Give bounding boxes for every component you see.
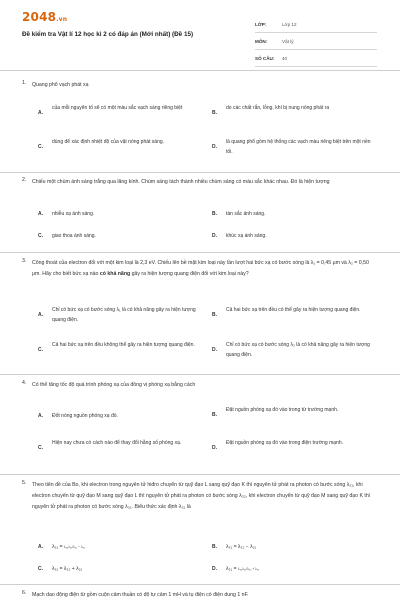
- option-text: Đặt nguồn phóng xạ đó vào trong từ trường mạnh.: [226, 407, 339, 413]
- formula-lhs: λ₃₁ =: [226, 566, 238, 572]
- meta-label: SỐ CÂU:: [255, 55, 275, 61]
- option-letter: D.: [212, 566, 217, 572]
- option-letter: B.: [212, 312, 217, 318]
- logo[interactable]: [22, 10, 67, 24]
- option-text: do các chất rắn, lỏng, khí bị nung nóng phát ra: [226, 105, 330, 111]
- option-letter: B.: [212, 110, 217, 116]
- option-text: λ₃₁ = λ₃₂ − λ₂₁: [226, 544, 257, 550]
- question-text: Theo tiên đề của Bo, khi electron trong nguyên tử hiđro chuyển từ quỹ đạo L sang quỹ đạo K thì nguyên tử phát ra photon có bước sóng λ₂₁, khi electron chuyển từ quỹ đạo M sang quỹ đạo L thì nguyên tử phát ra photon có bước sóng λ₃₂, khi electron chuyển từ quỹ đạo M sang quỹ đạo K thì nguyên tử phát ra photon có bước sóng λ₃₁. Biểu thức xác định λ₃₁ là: [32, 482, 371, 510]
- option-text: Chỉ có bức xạ có bước sóng λ₁ là có khả năng gây ra hiện tượng quang điện.: [52, 307, 196, 323]
- meta-row-class: [255, 16, 377, 33]
- question-3: [22, 258, 380, 368]
- option-letter: A.: [38, 413, 43, 419]
- question-number: 3.: [22, 258, 27, 264]
- option-text: [52, 542, 200, 552]
- question-number: 4.: [22, 380, 27, 386]
- option-text: Chỉ có bức xạ có bước sóng λ₂ là có khả năng gây ra hiện tượng quang điện.: [226, 342, 370, 358]
- option-text: tán sắc ánh sáng.: [226, 211, 266, 217]
- question-text-part: gây ra hiện tượng quang điện đối với kim loại này?: [130, 271, 249, 277]
- divider: [0, 172, 400, 173]
- option-text: giao thoa ánh sáng.: [52, 233, 96, 239]
- question-number: 1.: [22, 80, 27, 86]
- question-2: [22, 177, 380, 247]
- option-letter: D.: [212, 233, 217, 239]
- option-letter: C.: [38, 445, 43, 451]
- formula-fraction: λ₃₂λ₂₁/λ₃₂ + λ₂₁: [237, 567, 260, 571]
- question-text: Mạch dao động điện từ gồm cuộn cảm thuần có độ tự cảm 1 mH và tụ điện có điện dung 1 nF.: [32, 592, 249, 598]
- divider: [0, 374, 400, 375]
- option-letter: D.: [212, 445, 217, 451]
- option-letter: C.: [38, 566, 43, 572]
- meta-row-count: [255, 50, 377, 67]
- question-5: [22, 480, 380, 580]
- divider: [0, 252, 400, 253]
- option-text: Cả hai bức xạ trên đều có thể gây ra hiện tượng quang điện.: [226, 307, 361, 313]
- meta-table: [255, 16, 377, 67]
- option-text: dùng để xác định nhiệt độ của vật nóng phát sáng.: [52, 139, 165, 145]
- meta-value: Vật lý: [282, 38, 294, 44]
- option-letter: C.: [38, 144, 43, 150]
- page-title: Đề kiểm tra Vật lí 12 học kì 2 có đáp án (Mới nhất) (Đề 15): [22, 31, 194, 38]
- question-1: [22, 80, 380, 160]
- option-text: là quang phổ gồm hệ thống các vạch màu riêng biệt trên một nền tối.: [226, 139, 371, 155]
- option-letter: D.: [212, 347, 217, 353]
- option-text: Hiện nay chưa có cách nào để thay đổi hằng số phóng xạ.: [52, 440, 182, 446]
- header: [0, 0, 400, 66]
- question-text-part: Công thoát của electron đối với một kim loại là 2,3 eV. Chiếu lên bề mặt kim loại này lần lượt hai bức xạ có bước sóng là λ₁ = 0,45 μm và λ₂ = 0,50 μm. Hãy cho biết bức xạ nào: [32, 260, 369, 277]
- option-letter: A.: [38, 211, 43, 217]
- logo-text: 2048: [22, 10, 57, 24]
- meta-row-subject: [255, 33, 377, 50]
- question-text: Có thể tăng tốc độ quá trình phóng xạ của đồng vị phóng xạ bằng cách: [32, 382, 196, 388]
- option-letter: C.: [38, 233, 43, 239]
- option-letter: D.: [212, 144, 217, 150]
- question-6: [22, 590, 380, 600]
- option-letter: A.: [38, 544, 43, 550]
- option-letter: A.: [38, 312, 43, 318]
- option-letter: B.: [212, 211, 217, 217]
- meta-value: Lớp 12: [282, 21, 297, 27]
- divider: [0, 70, 400, 71]
- option-letter: B.: [212, 544, 217, 550]
- option-letter: C.: [38, 347, 43, 353]
- question-4: [22, 380, 380, 470]
- question-number: 2.: [22, 177, 27, 183]
- question-number: 5.: [22, 480, 27, 486]
- option-text: Đặt nguồn phóng xạ đó vào trong điện trường mạnh.: [226, 440, 343, 446]
- meta-label: LỚP:: [255, 21, 267, 27]
- option-text: Cả hai bức xạ trên đều không thể gây ra hiện tượng quang điện.: [52, 342, 195, 348]
- question-text: [32, 258, 378, 280]
- logo-suffix: .vn: [56, 16, 68, 23]
- divider: [0, 474, 400, 475]
- formula-fraction: λ₃₂λ₂₁/λ₂₁ − λ₃₂: [63, 545, 86, 549]
- meta-value: 40: [282, 55, 288, 61]
- option-text: Đốt nóng nguồn phóng xạ đó.: [52, 413, 118, 419]
- divider: [0, 584, 400, 585]
- question-text-emphasis: có khả năng: [99, 271, 131, 277]
- option-letter: B.: [212, 412, 217, 418]
- option-text: λ₃₁ = λ₃₂ + λ₂₁: [52, 566, 83, 572]
- option-letter: A.: [38, 110, 43, 116]
- meta-label: MÔN:: [255, 38, 268, 44]
- question-number: 6.: [22, 590, 27, 596]
- option-text: nhiễu xạ ánh sáng.: [52, 211, 95, 217]
- option-text: khúc xạ ánh sáng.: [226, 233, 267, 239]
- option-text: của mỗi nguyên tố sẽ có một màu sắc vạch sáng riêng biệt: [52, 105, 183, 111]
- option-text: [226, 564, 374, 574]
- question-text: Chiếu một chùm ánh sáng trắng qua lăng kính. Chùm sáng tách thành nhiều chùm sáng có màu sắc khác nhau. Đó là hiện tượng: [32, 179, 330, 185]
- formula-lhs: λ₃₁ =: [52, 544, 64, 550]
- question-text: Quang phổ vạch phát xạ: [32, 82, 89, 88]
